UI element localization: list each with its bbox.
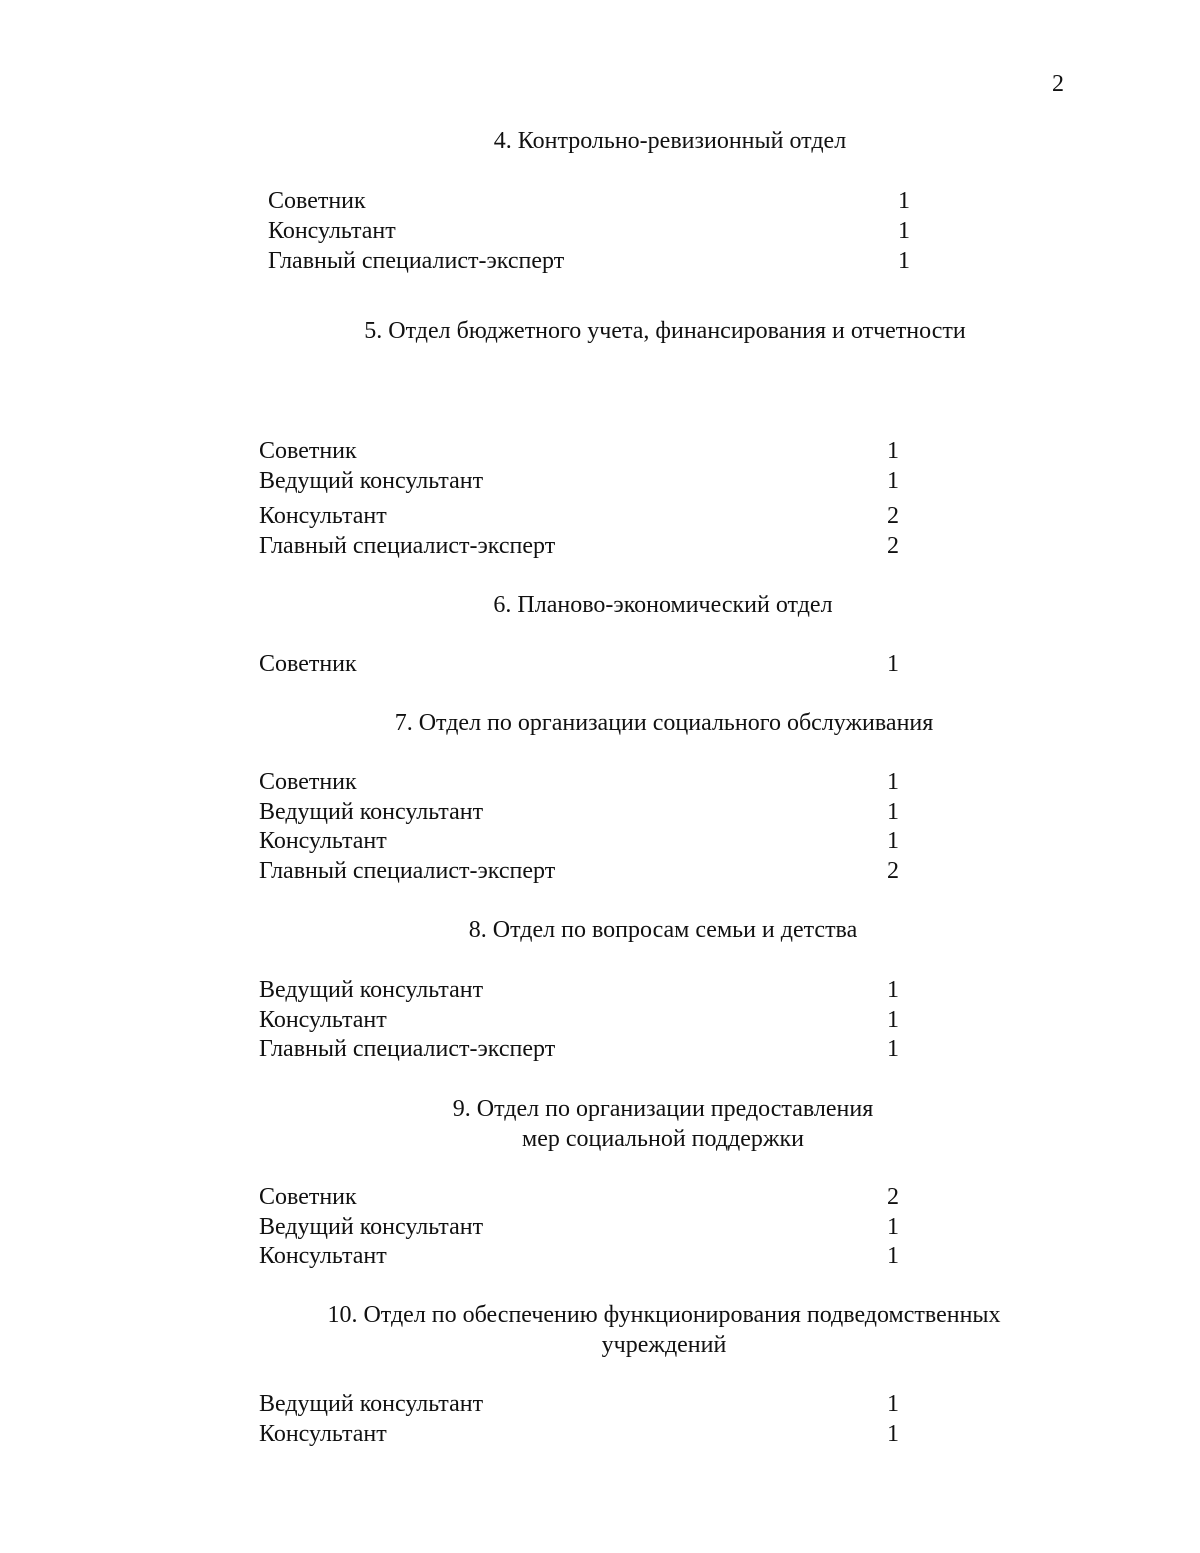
- position-count: 1: [887, 1214, 899, 1240]
- position-name: Главный специалист-эксперт: [268, 248, 565, 274]
- staff-row: [259, 1182, 909, 1212]
- position-name: Ведущий консультант: [259, 1391, 484, 1417]
- staff-row: [259, 1212, 909, 1242]
- position-count: 1: [887, 1421, 899, 1447]
- position-name: Ведущий консультант: [259, 799, 484, 825]
- position-name: Главный специалист-эксперт: [259, 858, 556, 884]
- position-count: 2: [887, 503, 899, 529]
- position-count: 1: [898, 188, 910, 214]
- position-name: Советник: [259, 438, 357, 464]
- staff-row: [268, 186, 918, 216]
- position-count: 1: [887, 1036, 899, 1062]
- position-count: 1: [887, 468, 899, 494]
- staff-row: [259, 649, 909, 679]
- staff-row: [259, 1389, 909, 1419]
- position-count: 1: [887, 828, 899, 854]
- section-title: 10. Отдел по обеспечению функционирования подведомственных: [327, 1302, 1001, 1328]
- section-title: 8. Отдел по вопросам семьи и детства: [468, 917, 858, 943]
- staff-row: [259, 1241, 909, 1271]
- position-name: Главный специалист-эксперт: [259, 533, 556, 559]
- staff-row: [259, 436, 909, 466]
- position-count: 1: [887, 1243, 899, 1269]
- position-count: 1: [887, 1007, 899, 1033]
- position-name: Ведущий консультант: [259, 468, 484, 494]
- page-number: 2: [1052, 71, 1064, 97]
- section-title: 6. Планово-экономический отдел: [493, 592, 833, 618]
- staff-row: [268, 246, 918, 276]
- staff-row: [259, 531, 909, 561]
- staff-row: [259, 1419, 909, 1449]
- section-title-continuation: мер социальной поддержки: [522, 1126, 804, 1152]
- position-name: Главный специалист-эксперт: [259, 1036, 556, 1062]
- position-count: 1: [887, 438, 899, 464]
- staff-row: [259, 1005, 909, 1035]
- staff-row: [259, 501, 909, 531]
- staff-row: [259, 797, 909, 827]
- position-name: Консультант: [259, 1243, 387, 1269]
- position-name: Советник: [268, 188, 366, 214]
- position-count: 1: [898, 218, 910, 244]
- position-name: Консультант: [259, 828, 387, 854]
- position-name: Советник: [259, 1184, 357, 1210]
- staff-row: [268, 216, 918, 246]
- staff-row: [259, 767, 909, 797]
- position-count: 2: [887, 858, 899, 884]
- position-count: 1: [887, 799, 899, 825]
- section-title: 5. Отдел бюджетного учета, финансирования и отчетности: [364, 318, 966, 344]
- position-name: Консультант: [259, 1421, 387, 1447]
- position-count: 1: [887, 1391, 899, 1417]
- position-count: 1: [887, 769, 899, 795]
- section-title: 9. Отдел по организации предоставления: [452, 1096, 874, 1122]
- position-name: Советник: [259, 651, 357, 677]
- staff-row: [259, 975, 909, 1005]
- section-title: 4. Контрольно-ревизионный отдел: [493, 128, 847, 154]
- position-count: 1: [887, 977, 899, 1003]
- position-name: Консультант: [259, 503, 387, 529]
- position-name: Ведущий консультант: [259, 977, 484, 1003]
- staff-row: [259, 856, 909, 886]
- position-name: Консультант: [259, 1007, 387, 1033]
- position-count: 1: [898, 248, 910, 274]
- staff-row: [259, 1034, 909, 1064]
- section-title: 7. Отдел по организации социального обслуживания: [394, 710, 934, 736]
- staff-row: [259, 466, 909, 496]
- section-title-continuation: учреждений: [601, 1332, 727, 1358]
- position-count: 2: [887, 533, 899, 559]
- position-count: 1: [887, 651, 899, 677]
- position-name: Ведущий консультант: [259, 1214, 484, 1240]
- position-name: Советник: [259, 769, 357, 795]
- position-count: 2: [887, 1184, 899, 1210]
- position-name: Консультант: [268, 218, 396, 244]
- staff-row: [259, 826, 909, 856]
